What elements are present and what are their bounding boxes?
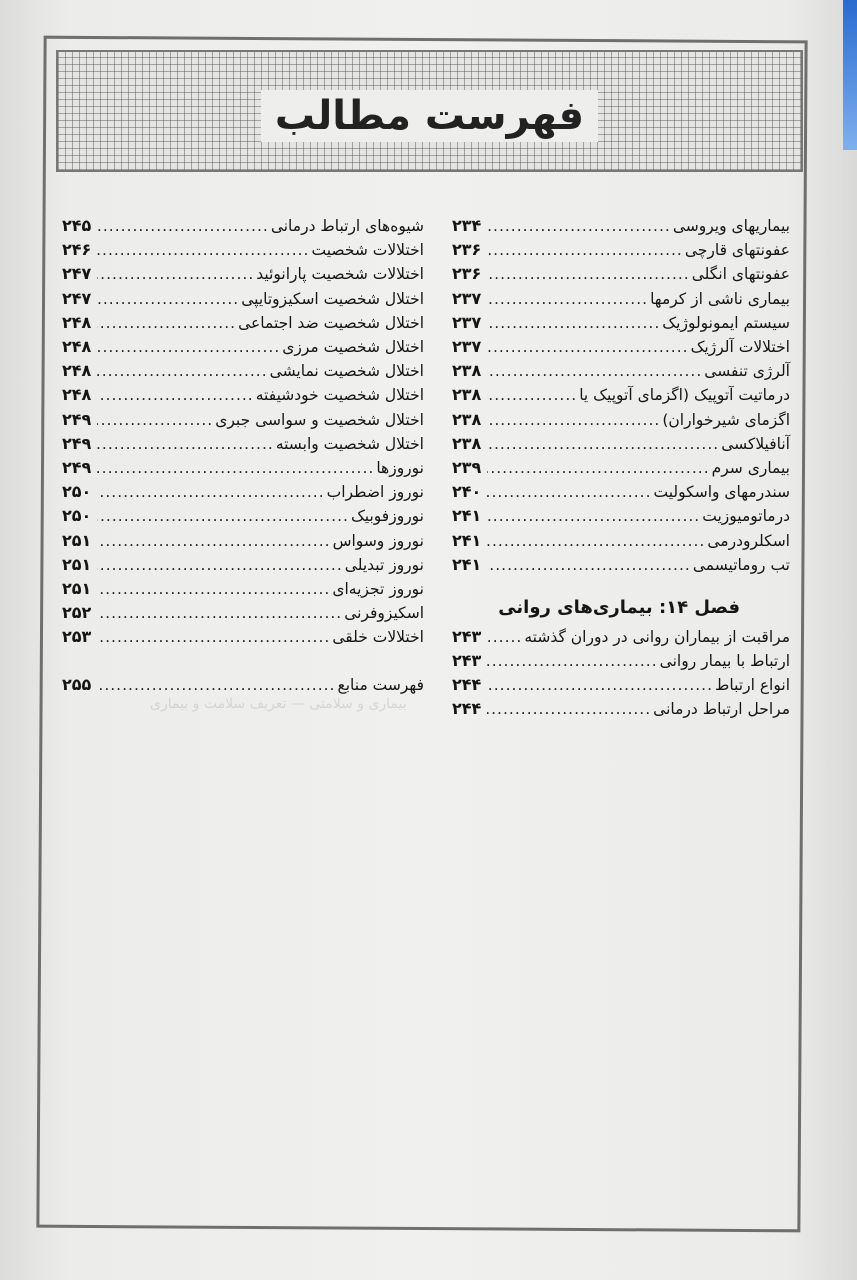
toc-entry[interactable] (62, 553, 424, 577)
toc-entry[interactable] (452, 335, 790, 359)
toc-entry-label: عفونتهای قارچی (684, 241, 790, 260)
toc-entry-label: اختلال شخصیت مرزی (282, 338, 424, 357)
toc-entry[interactable] (452, 504, 790, 528)
adjacent-page-edge (843, 0, 857, 150)
toc-entry[interactable] (452, 528, 790, 552)
leader-dots (487, 214, 671, 238)
leader-dots (97, 311, 236, 335)
toc-list-chapter (452, 625, 790, 722)
toc-entry-page: ۲۴۵ (62, 216, 92, 236)
toc-entry-page: ۲۳۸ (452, 433, 482, 453)
toc-entry[interactable] (62, 214, 424, 238)
leader-dots (97, 359, 267, 383)
leader-dots (487, 625, 522, 649)
leader-dots (97, 262, 254, 286)
toc-entry[interactable] (62, 456, 424, 480)
toc-list-left (62, 214, 424, 649)
toc-entry-page: ۲۳۷ (452, 312, 482, 332)
toc-entry-label: اسکیزوفرنی (344, 604, 424, 623)
toc-entry-page: ۲۴۹ (62, 409, 92, 429)
toc-entry-label: نوروز تبدیلی (344, 555, 424, 574)
toc-entry[interactable] (452, 408, 790, 432)
leader-dots (487, 287, 648, 311)
leader-dots (97, 577, 330, 601)
toc-entry[interactable] (452, 214, 790, 238)
toc-entry-label: عفونتهای انگلی (691, 265, 790, 284)
toc-entry-label: نوروز اضطراب (326, 483, 424, 502)
toc-entry-label: بیماری ناشی از کرمها (650, 289, 790, 308)
toc-entry-page: ۲۳۸ (452, 385, 482, 405)
leader-dots (97, 287, 239, 311)
toc-entry-label: بیماریهای ویروسی (672, 217, 790, 236)
toc-entry[interactable] (62, 577, 424, 601)
toc-entry-label: اختلال شخصیت خودشیفته (255, 386, 424, 405)
toc-entry-label: نوروز تجزیه‌ای (332, 579, 424, 598)
toc-entry-label: مراقبت از بیماران روانی در دوران گذشته (524, 627, 790, 646)
leader-dots (487, 432, 719, 456)
page-title: فهرست مطالب (261, 90, 598, 142)
toc-entry-page: ۲۴۹ (62, 457, 92, 477)
toc-entry-page: ۲۴۸ (62, 337, 92, 357)
leader-dots (97, 529, 330, 553)
toc-entry-label: سیستم ایمونولوژیک (662, 313, 790, 332)
toc-entry-label: ارتباط با بیمار روانی (659, 652, 790, 671)
toc-entry[interactable] (452, 697, 790, 721)
leader-dots (487, 359, 702, 383)
toc-entry-label: اختلالات شخصیت پارانوئید (256, 265, 424, 284)
toc-entry[interactable] (452, 311, 790, 335)
leader-dots (97, 504, 349, 528)
toc-entry-label: اختلالات شخصیت (311, 241, 424, 260)
leader-dots (97, 456, 374, 480)
leader-dots (487, 238, 683, 262)
toc-right-column (452, 214, 790, 722)
toc-entry-page: ۲۴۰ (452, 482, 482, 502)
toc-entry-label: اسکلرودرمی (707, 531, 790, 550)
toc-entry-page: ۲۴۳ (452, 626, 482, 646)
leader-dots (487, 529, 705, 553)
toc-entry-label: نوروزفوبیک (350, 507, 424, 526)
toc-entry[interactable] (62, 504, 424, 528)
toc-entry[interactable] (452, 673, 790, 697)
leader-dots (487, 553, 691, 577)
leader-dots (487, 262, 689, 286)
toc-entry-page: ۲۵۵ (62, 675, 92, 695)
toc-entry-page: ۲۴۱ (452, 554, 482, 574)
toc-entry-page: ۲۴۹ (62, 433, 92, 453)
toc-entry[interactable] (452, 262, 790, 286)
toc-entry-label: اختلالات آلرژیک (690, 338, 790, 357)
toc-entry-page: ۲۳۷ (452, 337, 482, 357)
toc-entry-label: اگزمای شیرخواران) (662, 410, 790, 429)
toc-entry-page: ۲۵۱ (62, 578, 92, 598)
toc-entry-label: شیوه‌های ارتباط درمانی (270, 217, 424, 236)
leader-dots (97, 335, 280, 359)
toc-entry-page: ۲۵۱ (62, 530, 92, 550)
toc-entry-page: ۲۳۸ (452, 361, 482, 381)
toc-entry-page: ۲۳۶ (452, 264, 482, 284)
toc-entry-references[interactable] (62, 673, 424, 697)
toc-entry-label: اختلال شخصیت و سواسی جبری (215, 410, 424, 429)
toc-entry-label: اختلال شخصیت ضد اجتماعی (238, 313, 424, 332)
leader-dots (97, 238, 309, 262)
toc-entry-page: ۲۴۸ (62, 312, 92, 332)
toc-entry-label: درماتومیوزیت (702, 507, 790, 526)
toc-left-column (62, 214, 424, 698)
toc-entry-page: ۲۳۸ (452, 409, 482, 429)
toc-entry-page: ۲۵۰ (62, 482, 92, 502)
leader-dots (97, 480, 324, 504)
toc-entry-page: ۲۳۹ (452, 457, 482, 477)
leader-dots (487, 456, 709, 480)
toc-entry-label: اختلال شخصیت اسکیزوتایپی (241, 289, 424, 308)
toc-entry[interactable] (62, 359, 424, 383)
toc-entry-label: اختلال شخصیت نمایشی (269, 362, 424, 381)
leader-dots (487, 408, 660, 432)
toc-entry-label: اختلالات خلقی (332, 628, 424, 647)
leader-dots (97, 383, 253, 407)
toc-entry[interactable] (62, 408, 424, 432)
toc-entry-page: ۲۴۳ (452, 651, 482, 671)
toc-entry-label: تب روماتیسمی (692, 555, 790, 574)
title-banner (56, 50, 803, 172)
toc-entry[interactable] (62, 625, 424, 649)
toc-entry[interactable] (62, 335, 424, 359)
toc-entry[interactable] (452, 287, 790, 311)
toc-entry[interactable] (62, 480, 424, 504)
leader-dots (487, 383, 577, 407)
toc-entry[interactable] (62, 432, 424, 456)
toc-entry-label: مراحل ارتباط درمانی (653, 700, 790, 719)
toc-entry[interactable] (452, 480, 790, 504)
toc-entry-label: آنافیلاکسی (721, 434, 790, 453)
toc-entry[interactable] (62, 528, 424, 552)
leader-dots (487, 335, 688, 359)
toc-entry[interactable] (452, 383, 790, 407)
toc-entry-label: بیماری سرم (711, 458, 790, 477)
toc-entry-page: ۲۵۰ (62, 506, 92, 526)
leader-dots (487, 649, 657, 673)
toc-entry[interactable] (452, 456, 790, 480)
toc-entry-page: ۲۴۸ (62, 385, 92, 405)
toc-entry-page: ۲۳۶ (452, 240, 482, 260)
leader-dots (487, 311, 660, 335)
toc-entry-label: سندرمهای واسکولیت (653, 483, 790, 502)
toc-entry-page: ۲۴۸ (62, 361, 92, 381)
toc-entry-page: ۲۴۴ (452, 699, 482, 719)
toc-entry-page: ۲۴۶ (62, 240, 92, 260)
toc-entry-page: ۲۳۴ (452, 216, 482, 236)
toc-entry[interactable] (452, 238, 790, 262)
toc-entry[interactable] (452, 432, 790, 456)
toc-entry[interactable] (452, 553, 790, 577)
toc-entry-page: ۲۵۲ (62, 603, 92, 623)
toc-entry[interactable] (452, 649, 790, 673)
toc-entry[interactable] (62, 601, 424, 625)
toc-entry-label: آلرژی تنفسی (704, 362, 790, 381)
toc-entry-label: درماتیت آتوپیک (اگزمای آتوپیک یا (579, 386, 790, 405)
toc-entry-page: ۲۳۷ (452, 288, 482, 308)
toc-entry-label: نوروزها (376, 458, 424, 477)
toc-entry-page: ۲۵۱ (62, 554, 92, 574)
leader-dots (97, 432, 274, 456)
leader-dots (97, 601, 342, 625)
toc-entry-label: انواع ارتباط (715, 676, 790, 695)
toc-entry-label: نوروز وسواس (332, 531, 424, 550)
toc-entry-label: فهرست منابع (337, 676, 424, 695)
leader-dots (97, 214, 269, 238)
leader-dots (487, 673, 713, 697)
leader-dots (487, 480, 651, 504)
show-through-text: بیماری و سلامتی — تعریف سلامت و بیماری (150, 696, 407, 712)
leader-dots (97, 553, 343, 577)
chapter-heading: فصل ۱۴: بیماری‌های روانی (498, 596, 740, 618)
toc-entry[interactable] (62, 262, 424, 286)
toc-list-right (452, 214, 790, 577)
toc-entry[interactable] (452, 359, 790, 383)
leader-dots (487, 697, 651, 721)
toc-entry[interactable] (62, 287, 424, 311)
leader-dots (97, 625, 330, 649)
toc-entry-page: ۲۴۴ (452, 675, 482, 695)
toc-entry-page: ۲۴۷ (62, 288, 92, 308)
toc-entry-label: اختلال شخصیت وابسته (275, 434, 424, 453)
toc-entry[interactable] (452, 625, 790, 649)
toc-entry-page: ۲۵۳ (62, 627, 92, 647)
toc-entry[interactable] (62, 238, 424, 262)
toc-entry[interactable] (62, 383, 424, 407)
leader-dots (97, 408, 213, 432)
toc-entry-page: ۲۴۱ (452, 506, 482, 526)
toc-entry-page: ۲۴۷ (62, 264, 92, 284)
toc-entry-page: ۲۴۱ (452, 530, 482, 550)
leader-dots (487, 504, 700, 528)
leader-dots (97, 673, 335, 697)
toc-entry[interactable] (62, 311, 424, 335)
